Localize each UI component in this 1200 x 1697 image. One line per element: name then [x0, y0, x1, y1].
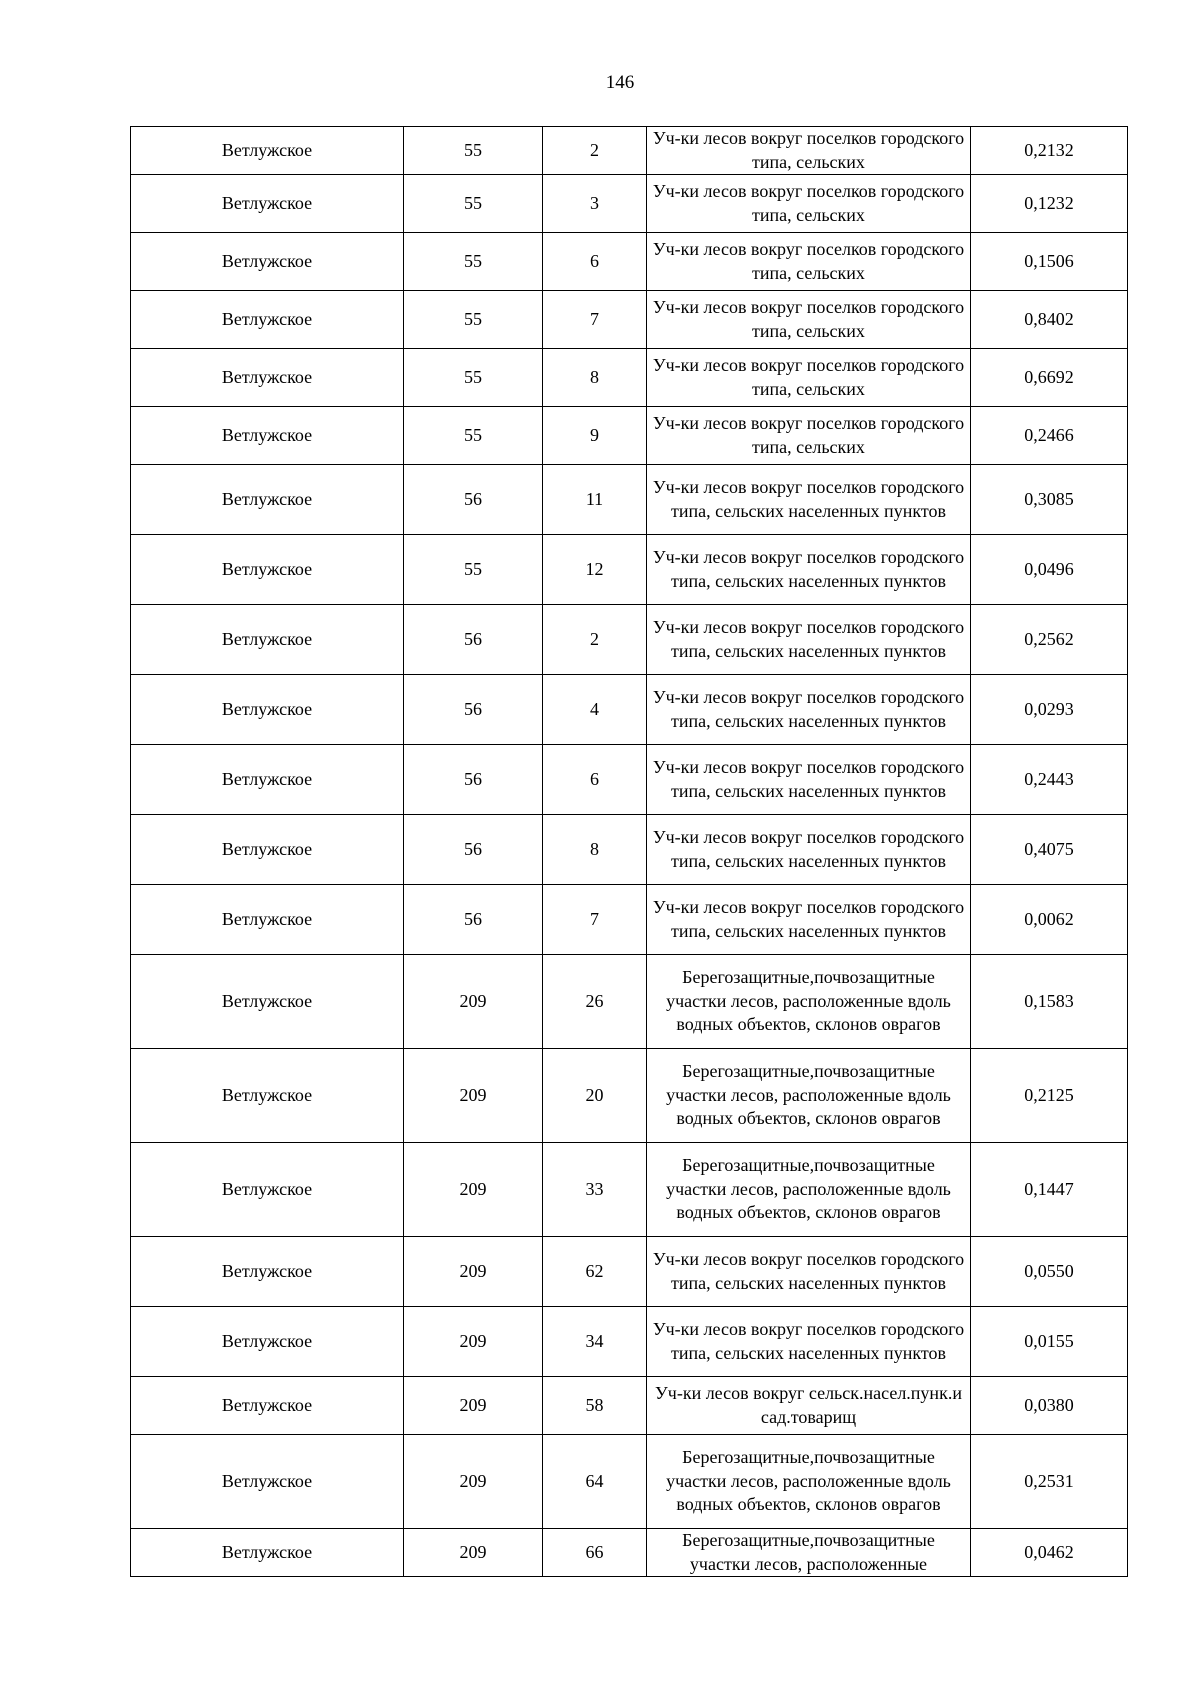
quarter-cell: 56: [404, 605, 543, 675]
forestry-cell: Ветлужское: [131, 1529, 404, 1577]
table-row: [131, 535, 1128, 605]
forestry-cell: Ветлужское: [131, 349, 404, 407]
table-row: [131, 955, 1128, 1049]
forestry-cell: Ветлужское: [131, 1435, 404, 1529]
quarter-cell: 56: [404, 885, 543, 955]
category-cell: Уч-ки лесов вокруг поселков городского типа, сельских: [647, 349, 971, 407]
table-row: [131, 815, 1128, 885]
forestry-cell: Ветлужское: [131, 745, 404, 815]
quarter-cell: 209: [404, 1143, 543, 1237]
table-row: [131, 349, 1128, 407]
table-row: [131, 233, 1128, 291]
category-cell: Берегозащитные,почвозащитные участки лесов, расположенные вдоль водных объектов, склонов оврагов: [647, 1435, 971, 1529]
forestry-cell: Ветлужское: [131, 1307, 404, 1377]
plot-cell: 58: [543, 1377, 647, 1435]
table-row: [131, 1237, 1128, 1307]
area-cell: 0,2443: [971, 745, 1128, 815]
area-cell: 0,2562: [971, 605, 1128, 675]
table-row: [131, 1049, 1128, 1143]
quarter-cell: 209: [404, 1529, 543, 1577]
quarter-cell: 209: [404, 1307, 543, 1377]
plot-cell: 11: [543, 465, 647, 535]
quarter-cell: 56: [404, 745, 543, 815]
forestry-cell: Ветлужское: [131, 535, 404, 605]
category-cell: Уч-ки лесов вокруг поселков городского типа, сельских населенных пунктов: [647, 885, 971, 955]
plot-cell: 2: [543, 127, 647, 175]
area-cell: 0,0155: [971, 1307, 1128, 1377]
area-cell: 0,0293: [971, 675, 1128, 745]
quarter-cell: 56: [404, 465, 543, 535]
category-cell: Уч-ки лесов вокруг поселков городского типа, сельских населенных пунктов: [647, 535, 971, 605]
table-row: [131, 675, 1128, 745]
quarter-cell: 55: [404, 291, 543, 349]
quarter-cell: 55: [404, 175, 543, 233]
quarter-cell: 209: [404, 1237, 543, 1307]
quarter-cell: 55: [404, 127, 543, 175]
forestry-cell: Ветлужское: [131, 407, 404, 465]
category-cell: Уч-ки лесов вокруг сельск.насел.пунк.и сад.товарищ: [647, 1377, 971, 1435]
table-row: [131, 1307, 1128, 1377]
category-cell: Берегозащитные,почвозащитные участки лесов, расположенные вдоль водных объектов, склонов оврагов: [647, 1049, 971, 1143]
forestry-cell: Ветлужское: [131, 1143, 404, 1237]
quarter-cell: 55: [404, 349, 543, 407]
plot-cell: 33: [543, 1143, 647, 1237]
category-cell: Уч-ки лесов вокруг поселков городского типа, сельских населенных пунктов: [647, 605, 971, 675]
plot-cell: 9: [543, 407, 647, 465]
area-cell: 0,1583: [971, 955, 1128, 1049]
category-cell: Уч-ки лесов вокруг поселков городского типа, сельских: [647, 233, 971, 291]
plot-cell: 66: [543, 1529, 647, 1577]
area-cell: 0,1447: [971, 1143, 1128, 1237]
plot-cell: 7: [543, 885, 647, 955]
category-cell: Уч-ки лесов вокруг поселков городского типа, сельских: [647, 127, 971, 175]
plot-cell: 20: [543, 1049, 647, 1143]
area-cell: 0,2531: [971, 1435, 1128, 1529]
forestry-cell: Ветлужское: [131, 175, 404, 233]
table-row: [131, 1377, 1128, 1435]
plot-cell: 8: [543, 349, 647, 407]
forestry-cell: Ветлужское: [131, 465, 404, 535]
forestry-cell: Ветлужское: [131, 605, 404, 675]
category-cell: Уч-ки лесов вокруг поселков городского типа, сельских: [647, 407, 971, 465]
table-row: [131, 291, 1128, 349]
table-row: [131, 465, 1128, 535]
plot-cell: 7: [543, 291, 647, 349]
category-cell: Уч-ки лесов вокруг поселков городского типа, сельских населенных пунктов: [647, 815, 971, 885]
plot-cell: 64: [543, 1435, 647, 1529]
area-cell: 0,2466: [971, 407, 1128, 465]
plot-cell: 12: [543, 535, 647, 605]
area-cell: 0,2125: [971, 1049, 1128, 1143]
category-cell: Уч-ки лесов вокруг поселков городского типа, сельских населенных пунктов: [647, 1237, 971, 1307]
quarter-cell: 55: [404, 535, 543, 605]
forestry-cell: Ветлужское: [131, 675, 404, 745]
quarter-cell: 209: [404, 1377, 543, 1435]
table-row: [131, 127, 1128, 175]
quarter-cell: 55: [404, 407, 543, 465]
area-cell: 0,0462: [971, 1529, 1128, 1577]
plot-cell: 3: [543, 175, 647, 233]
area-cell: 0,1232: [971, 175, 1128, 233]
quarter-cell: 209: [404, 1049, 543, 1143]
plot-cell: 26: [543, 955, 647, 1049]
quarter-cell: 56: [404, 675, 543, 745]
quarter-cell: 209: [404, 955, 543, 1049]
page-number: 146: [605, 72, 635, 93]
forestry-cell: Ветлужское: [131, 291, 404, 349]
plot-cell: 8: [543, 815, 647, 885]
category-cell: Берегозащитные,почвозащитные участки лесов, расположенные вдоль водных объектов, склонов оврагов: [647, 1143, 971, 1237]
category-cell: Берегозащитные,почвозащитные участки лесов, расположенные вдоль водных объектов, склонов оврагов: [647, 955, 971, 1049]
area-cell: 0,0496: [971, 535, 1128, 605]
plot-cell: 62: [543, 1237, 647, 1307]
category-cell: Уч-ки лесов вокруг поселков городского типа, сельских населенных пунктов: [647, 675, 971, 745]
table-row: [131, 175, 1128, 233]
area-cell: 0,4075: [971, 815, 1128, 885]
category-cell: Уч-ки лесов вокруг поселков городского типа, сельских населенных пунктов: [647, 465, 971, 535]
forestry-cell: Ветлужское: [131, 955, 404, 1049]
plot-cell: 34: [543, 1307, 647, 1377]
category-cell: Берегозащитные,почвозащитные участки лесов, расположенные: [647, 1529, 971, 1577]
area-cell: 0,3085: [971, 465, 1128, 535]
area-cell: 0,6692: [971, 349, 1128, 407]
forestry-cell: Ветлужское: [131, 127, 404, 175]
quarter-cell: 56: [404, 815, 543, 885]
plot-cell: 6: [543, 745, 647, 815]
forestry-cell: Ветлужское: [131, 815, 404, 885]
area-cell: 0,8402: [971, 291, 1128, 349]
area-cell: 0,1506: [971, 233, 1128, 291]
area-cell: 0,0550: [971, 1237, 1128, 1307]
table-row: [131, 605, 1128, 675]
area-cell: 0,2132: [971, 127, 1128, 175]
table-row: [131, 885, 1128, 955]
forestry-cell: Ветлужское: [131, 1377, 404, 1435]
area-cell: 0,0062: [971, 885, 1128, 955]
category-cell: Уч-ки лесов вокруг поселков городского типа, сельских населенных пунктов: [647, 745, 971, 815]
table-row: [131, 745, 1128, 815]
table-row: [131, 1143, 1128, 1237]
quarter-cell: 55: [404, 233, 543, 291]
category-cell: Уч-ки лесов вокруг поселков городского типа, сельских: [647, 175, 971, 233]
forestry-cell: Ветлужское: [131, 1237, 404, 1307]
area-cell: 0,0380: [971, 1377, 1128, 1435]
table-row: [131, 1529, 1128, 1577]
forestry-cell: Ветлужское: [131, 1049, 404, 1143]
plot-cell: 6: [543, 233, 647, 291]
table-row: [131, 1435, 1128, 1529]
forestry-cell: Ветлужское: [131, 885, 404, 955]
quarter-cell: 209: [404, 1435, 543, 1529]
table-body: [131, 127, 1128, 1577]
forestry-cell: Ветлужское: [131, 233, 404, 291]
table-row: [131, 407, 1128, 465]
data-table: [130, 126, 1128, 1577]
category-cell: Уч-ки лесов вокруг поселков городского типа, сельских населенных пунктов: [647, 1307, 971, 1377]
category-cell: Уч-ки лесов вокруг поселков городского типа, сельских: [647, 291, 971, 349]
plot-cell: 4: [543, 675, 647, 745]
plot-cell: 2: [543, 605, 647, 675]
